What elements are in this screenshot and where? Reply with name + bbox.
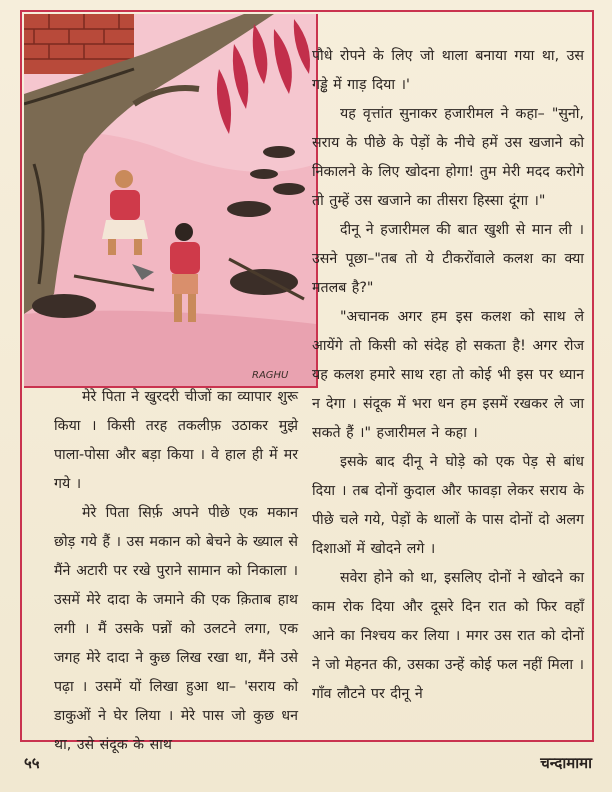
left-text-column bbox=[54, 383, 298, 760]
paragraph: दीनू ने हजारीमल की बात खुशी से मान ली । उसने पूछा–"तब तो ये टीकरोंवाले कलश का क्या मतलब है?" bbox=[312, 222, 584, 296]
paragraph: इसके बाद दीनू ने घोड़े को एक पेड़ से बांध दिया । तब दोनों कुदाल और फावड़ा लेकर सराय के पीछे चले गये, पेड़ों के थालों के पास दोनों दो अलग दिशाओं में खोदने लगे । bbox=[312, 454, 584, 557]
paragraph: "अचानक अगर हम इस कलश को साथ ले आयेंगे तो किसी को संदेह हो सकता है! अगर रोज यह कलश हमारे साथ रहा तो कोई भी इस पर ध्यान न देगा । संदूक में भरा धन हम इसमें रखकर ले जा सकते हैं ।" हजारीमल ने कहा । bbox=[312, 309, 584, 441]
magazine-name: चन्दामामा bbox=[540, 754, 592, 772]
paragraph: सवेरा होने को था, इसलिए दोनों ने खोदने का काम रोक दिया और दूसरे दिन रात को फिर वहाँ आने का निश्चय कर लिया । मगर उस रात को दोनों ने जो मेहनत की, उसका उन्हें कोई फल नहीं मिला । गाँव लौटने पर दीनू ने bbox=[312, 570, 584, 702]
treasure-digging-scene-icon bbox=[24, 14, 316, 386]
artist-signature: RAGHU bbox=[252, 370, 289, 381]
paragraph: यह वृत्तांत सुनाकर हजारीमल ने कहा– "सुनो, सराय के पीछे के पेड़ों के नीचे हमें उस खजाने को निकालने के लिए खोदना होगा! तुम मेरी मदद करोगे तो तुम्हें उस खजाने का तीसरा हिस्सा दूंगा ।" bbox=[312, 106, 584, 209]
paragraph: मेरे पिता ने खुरदरी चीजों का व्यापार शुरू किया । किसी तरह तकलीफ़ उठाकर मुझे पाला-पोसा और बड़ा किया । वे हाल ही में मर गये । bbox=[54, 389, 298, 492]
page-number: ५५ bbox=[24, 754, 40, 772]
paragraph: मेरे पिता सिर्फ़ अपने पीछे एक मकान छोड़ गये हैं । उस मकान को बेचने के ख्याल से मैंने अटारी पर रखे पुराने सामान को निकाला । उसमें मेरे दादा के जमाने की एक क़िताब हाथ लगी । मैं उसके पन्नों को उलटने लगा, एक जगह मेरे दादा ने कुछ लिख रखा था, मैंने उसे पढ़ा । उसमें यों लिखा हुआ था– 'सराय को डाकुओं ने घेर लिया । मेरे पास जो कुछ धन था, उसे संदूक के साथ bbox=[54, 505, 298, 753]
paragraph: पौधे रोपने के लिए जो थाला बनाया गया था, उस गड्ढे में गाड़ दिया ।' bbox=[312, 48, 584, 93]
right-text-column bbox=[312, 42, 584, 709]
story-illustration bbox=[24, 14, 318, 388]
